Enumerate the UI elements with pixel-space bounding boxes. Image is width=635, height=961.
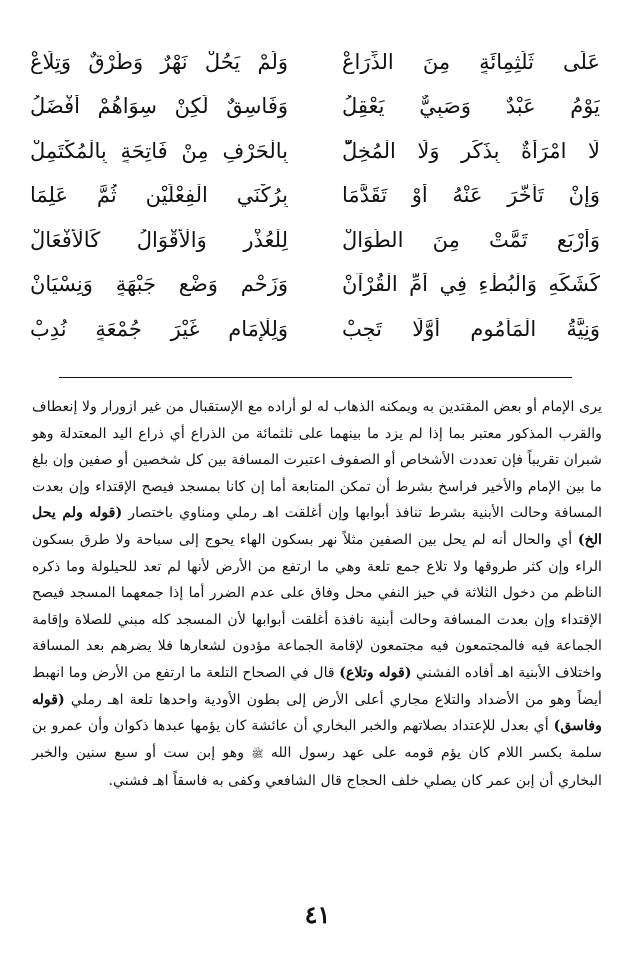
verse-4-first-hemistich: وَإِنْ تَأَخَّرَ عَنْهُ أَوْ تَقَدَّمَا <box>342 184 600 208</box>
commentary-keyword-1: (قوله ولم يحل الخ) <box>32 505 602 548</box>
verse-3 <box>30 129 600 174</box>
verse-4 <box>30 174 600 219</box>
commentary-text <box>32 394 602 795</box>
verse-7 <box>30 307 600 352</box>
verse-2 <box>30 85 600 130</box>
commentary-keyword-2: (قوله وتلاع) <box>339 664 412 681</box>
commentary-paragraph-5: وهو إبن ست أو سبع سنين والخبر البخاري أن إبن عمر كان يصلي خلف الحجاج قال الشافعي وكفى به فاسقاً اهـ فشني. <box>32 744 602 790</box>
verse-5-first-hemistich: وَأَرْبَعٍ تَمَّتْ مِنَ الطُّوَالْ <box>342 228 600 252</box>
verse-2-second-hemistich: وَفَاسِقٌ لَكِنْ سِوَاهُمْ أَفْضَلُ <box>30 95 288 119</box>
verse-1-first-hemistich: عَلَى ثَلَثِمِائَةٍ مِنَ الذِّرَاعْ <box>342 50 600 74</box>
commentary-keyword-3: (قوله وفاسق) <box>32 691 602 735</box>
salutation-symbol: ﷺ <box>251 748 264 760</box>
verse-3-first-hemistich: لَا امْرَأَةٌ بِذَكَرٍ وَلَا الْمُخِلّْ <box>342 139 600 163</box>
verse-2-first-hemistich: يَوْمُ عَبْدٌ وَصَبِيٌّ يَعْقِلُ <box>342 95 600 119</box>
verse-1 <box>30 40 600 85</box>
verse-6 <box>30 263 600 308</box>
commentary-paragraph-4: أي بعدل للإعتداد بصلاتهم والخبر البخاري أن عائشة كان يؤمها عبدها ذكوان وأن عمرو بن سلمة بكسر اللام كان يؤم قومه على عهد رسول الله <box>32 718 602 761</box>
verse-7-second-hemistich: وَلِلْإِمَامِ غَيْرَ جُمْعَةٍ نُدِبْ <box>30 317 288 341</box>
commentary-paragraph-3: قال في الصحاح التلعة ما ارتفع من الأرض وما انهبط أيضاً وهو من الأضداد والتلاع مجاري أعلى الأرض إلى بطون الأودية واحدها تلعة اهـ رملي <box>32 664 603 708</box>
verse-7-first-hemistich: وَنِيَّةُ الْمَأْمُومِ أَوَّلًا تَجِبْ <box>342 317 600 341</box>
verse-6-first-hemistich: كَشَكِّهِ وَالْبُطْءِ فِي أُمِّ الْقُرْآنْ <box>342 273 600 297</box>
commentary-paragraph-2: أي والحال أنه لم يحل بين الصفين مثلاً نهر بسكون الهاء يحوج إلى سباحة ولا طرق بسكون الراء وإن كثر طروقها ولا تلاع جمع تلعة وهي ما ارتفع من الأرض لأنها لم تعد للحيلولة وما ذكره الناظم من دخول الثلاثة في حيز النفي محل وفاق على عدم الضرر أما إذا جمعهما المسجد فيصح الإقتداء وإن بعدت المسافة وحالت أبنية نافذة أغلقت أبوابها لأن المسجد كله مبني للصلاة وإقامة الجماعة فيه فالمجتمعون فيه مجتمعون لإقامة الجماعة مؤدون لشعارها فلا يضرهم بعد المسافة واختلاف الأبنية اهـ أفاده الفشني <box>32 531 602 681</box>
separator-rule <box>59 377 572 378</box>
page-number: ٤١ <box>304 900 331 929</box>
verse-1-second-hemistich: وَلَمْ يَحُلْ نَهْرٌ وَطُرْقٌ وَتِلَاعْ <box>30 50 288 74</box>
verse-3-second-hemistich: بِالْحَرْفِ مِنْ فَاتِحَةٍ بِالْمُكْتَمِلْ <box>30 139 288 163</box>
verse-6-second-hemistich: وَزَحْمٍ وَضْعٍ جَبْهَةٍ وَنِسْيَانْ <box>30 273 288 297</box>
poem-verses <box>30 40 600 352</box>
verse-4-second-hemistich: بِرُكْنَيِ الْفِعْلَيْنِ ثُمَّ عَلِمَا <box>30 184 288 208</box>
verse-5 <box>30 218 600 263</box>
verse-5-second-hemistich: لِلْعُذْرِ وَالْأَقْوَالُ كَالْأَفْعَالْ <box>30 228 288 252</box>
commentary-paragraph-1: يرى الإمام أو بعض المقتدين به ويمكنه الذهاب له لو أراده مع الإستقبال من غير ازورار ولا إنعطاف والقرب المذكور معتبر بما إذا لم يزد ما بينهما على ثلثمائة من الذراع أي ذراع اليد المعتدلة وهو شبران تقريباً فإن تعددت الأشخاص أو الصفوف اعتبرت المسافة بين كل شخصين أو صفين وإن بلغ ما بين الإمام والأخير فراسخ بشرط أن تمكن المتابعة أما إن كانا بمسجد فيصح الإقتداء وإن بعدت المسافة وحالت الأبنية بشرط تنافذ أبوابها وإن أغلقت اهـ رملي ومناوي باختصار <box>32 399 603 522</box>
